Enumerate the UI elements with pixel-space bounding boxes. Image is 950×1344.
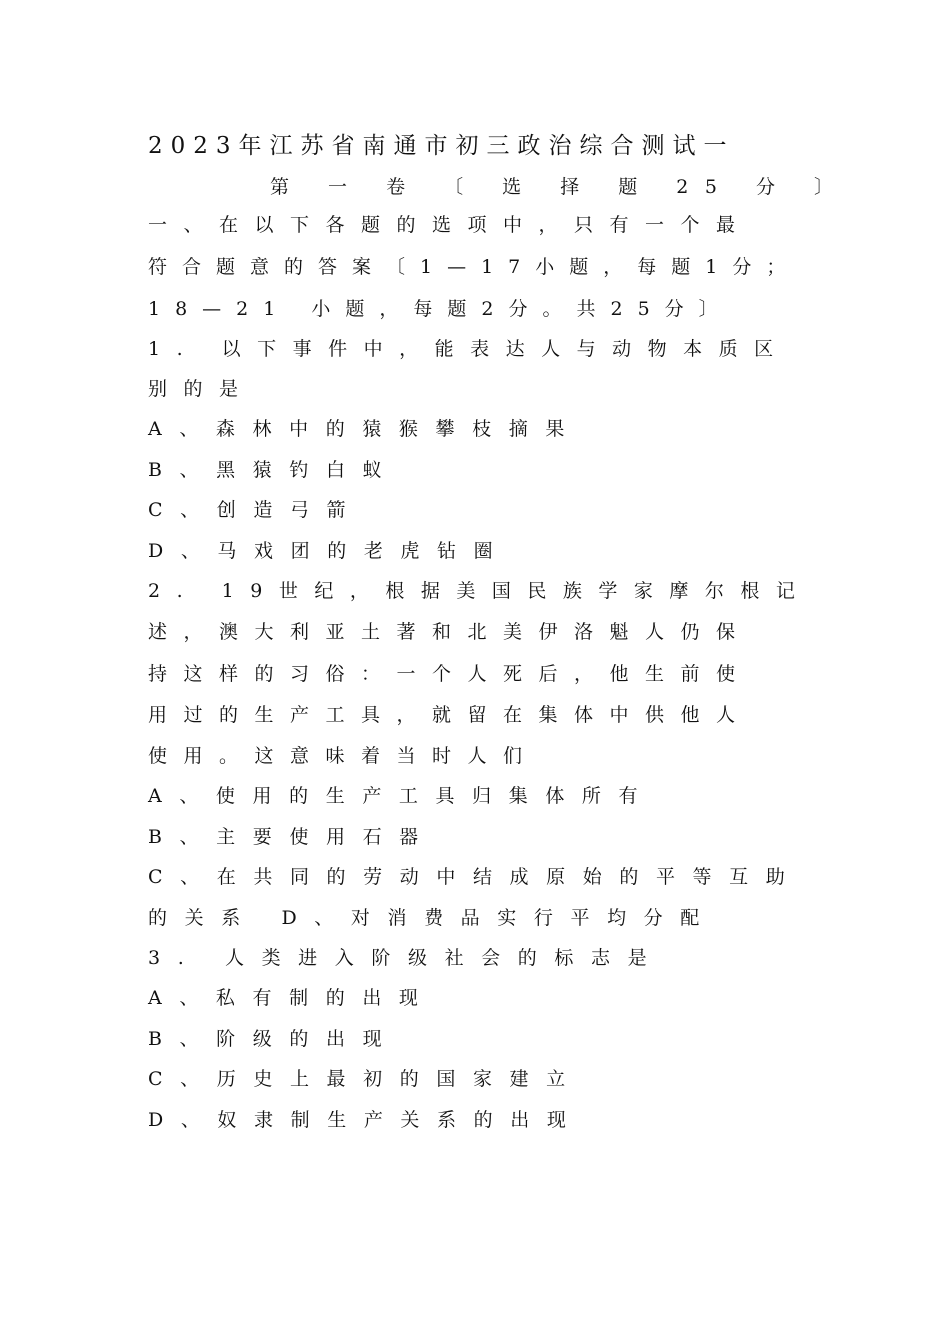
question-1-option-b: B、黑猿钓白蚁	[148, 459, 400, 481]
question-1-option-c: C、创造弓箭	[148, 499, 364, 521]
question-1-option-a: A、森林中的猿猴攀枝摘果	[148, 418, 582, 440]
question-2-stem-line-2: 述，澳大利亚土著和北美伊洛魁人仍保	[148, 621, 752, 643]
question-3-option-b: B、阶级的出现	[148, 1028, 400, 1050]
document-title: 2023年江苏省南通市初三政治综合测试一	[148, 133, 735, 159]
question-1-stem-line-2: 别的是	[148, 378, 255, 400]
question-2-option-c: C、在共同的劳动中结成原始的平等互助	[148, 866, 803, 888]
question-3-option-c: C、历史上最初的国家建立	[148, 1068, 583, 1090]
question-3-stem: 3. 人类进入阶级社会的标志是	[148, 947, 665, 969]
question-2-stem-line-3: 持这样的习俗：一个人死后，他生前使	[148, 663, 752, 685]
instruction-line-3: 18—21 小题，每题2分。共25分〕	[148, 298, 733, 320]
question-2-stem-line-1: 2. 19世纪，根据美国民族学家摩尔根记	[148, 580, 812, 602]
question-2-option-b: B、主要使用石器	[148, 826, 436, 848]
instruction-line-2: 符合题意的答案〔1—17小题，每题1分；	[148, 256, 801, 278]
question-1-option-d: D、马戏团的老虎钻圈	[148, 540, 511, 562]
question-2-option-c-continued-and-d: 的关系 D、对消费品实行平均分配	[148, 907, 717, 929]
question-3-option-a: A、私有制的出现	[148, 987, 436, 1009]
instruction-line-1: 一、在以下各题的选项中，只有一个最	[148, 214, 752, 236]
question-2-stem-line-4: 用过的生产工具，就留在集体中供他人	[148, 704, 752, 726]
question-1-stem-line-1: 1. 以下事件中，能表达人与动物本质区	[148, 338, 790, 360]
section-subtitle: 第 一 卷 〔 选 择 题 25 分 〕	[270, 176, 850, 198]
question-2-option-a: A、使用的生产工具归集体所有	[148, 785, 656, 807]
question-3-option-d: D、奴隶制生产关系的出现	[148, 1109, 584, 1131]
question-2-stem-line-5: 使用。这意味着当时人们	[148, 745, 539, 767]
